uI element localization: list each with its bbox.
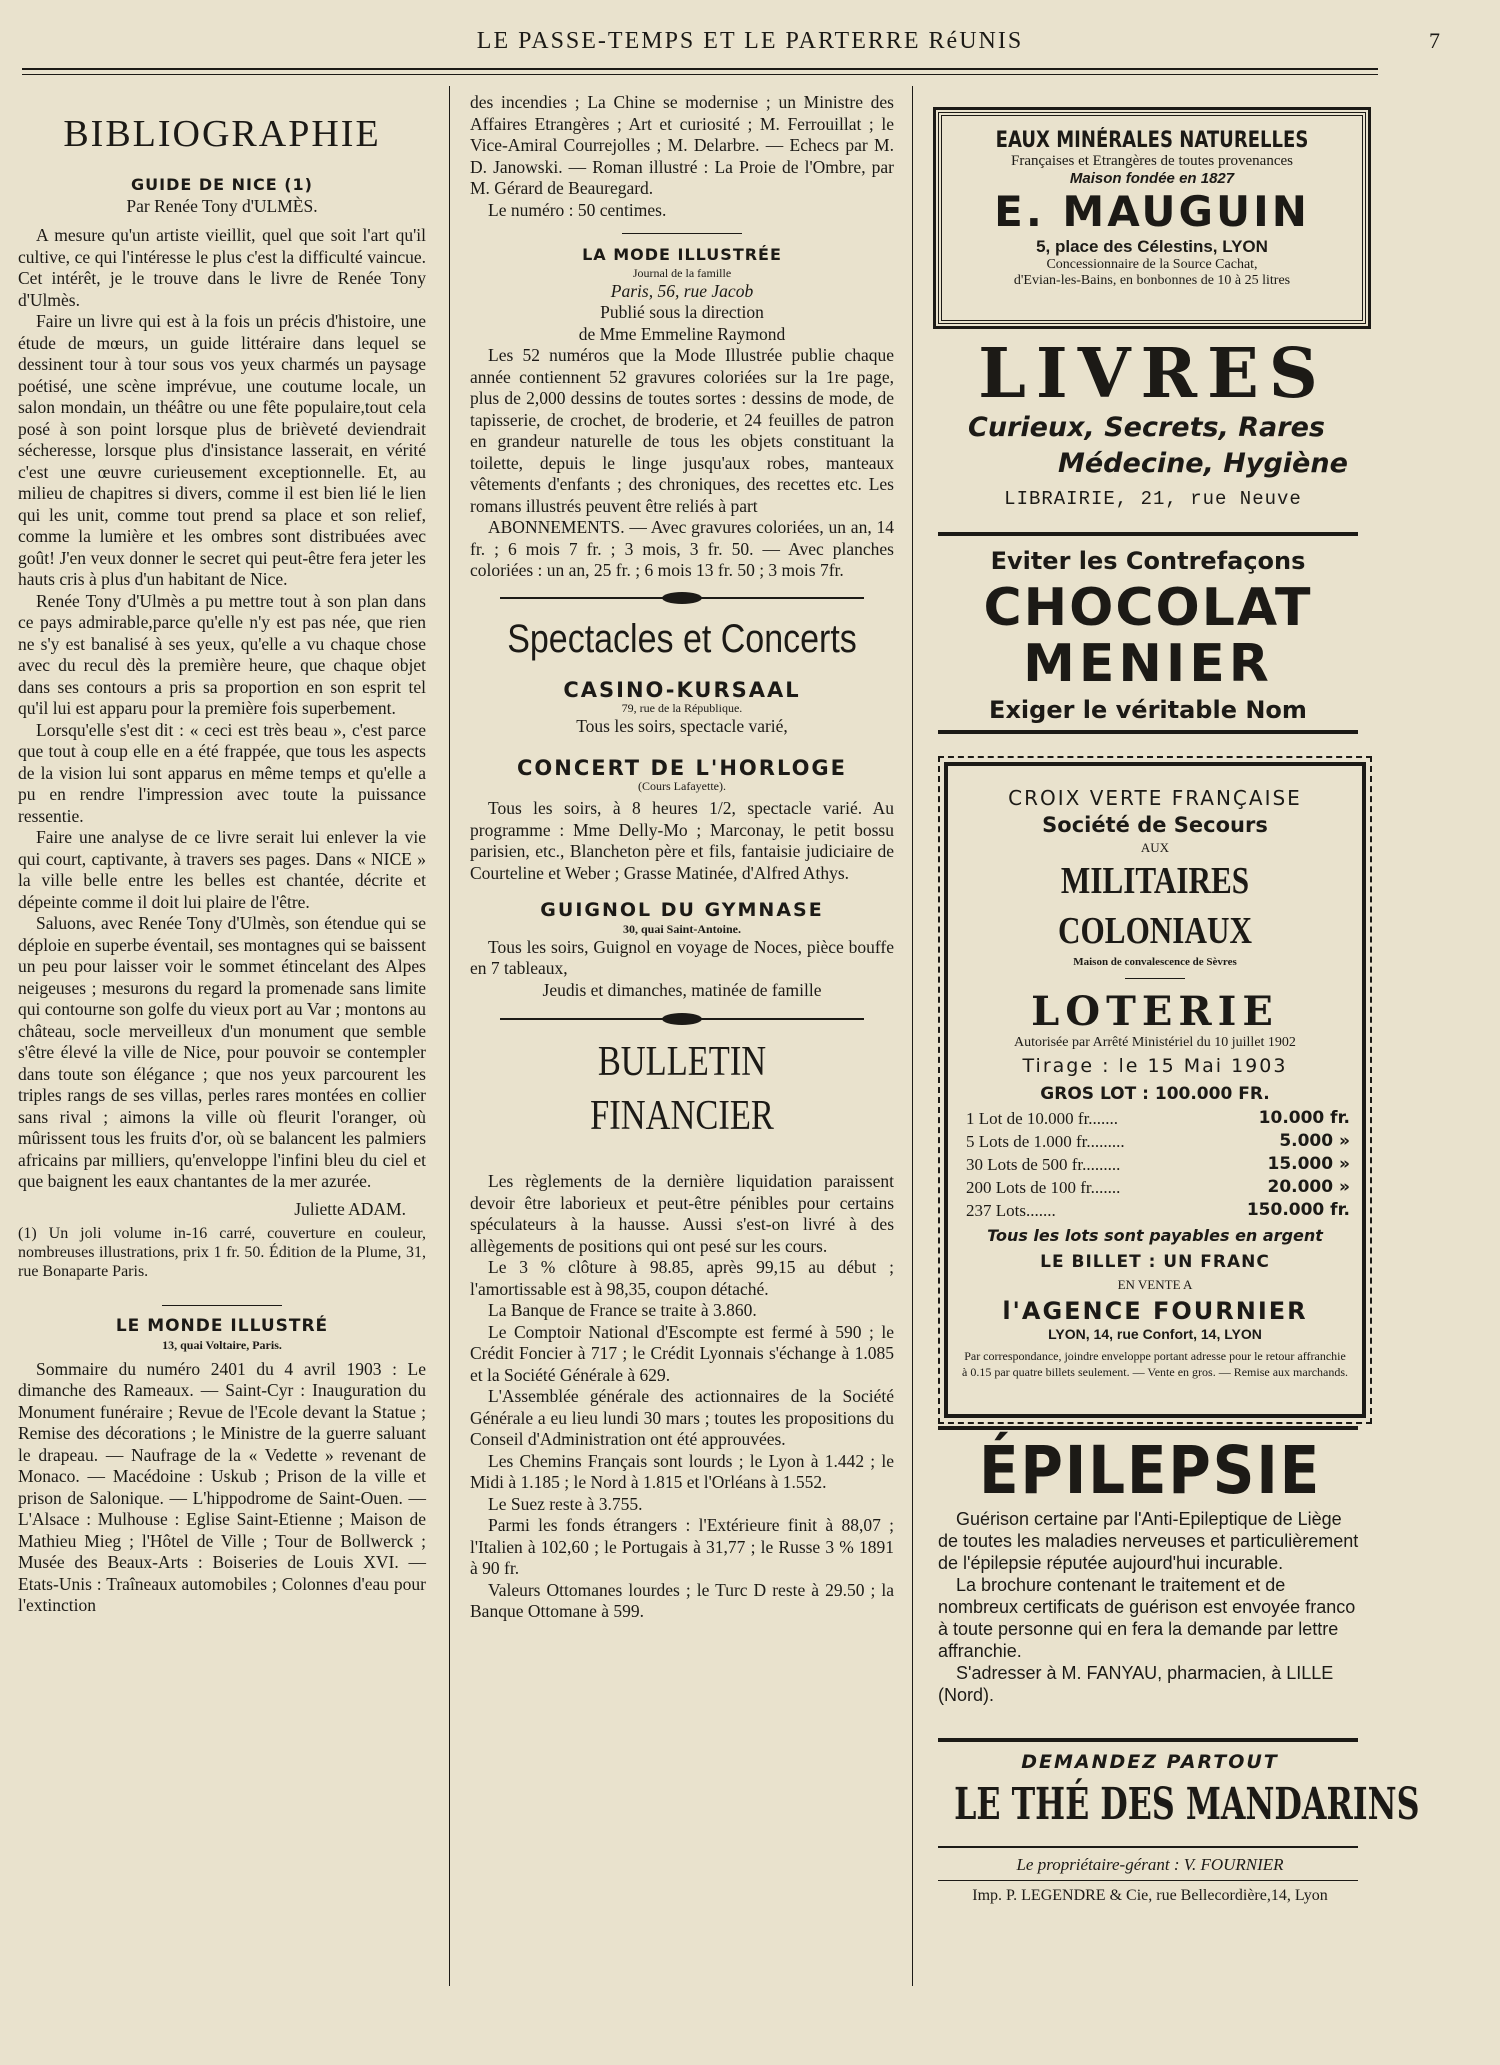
lot-row — [948, 1199, 1362, 1222]
mode-illustree-address: Paris, 56, rue Jacob — [610, 280, 754, 301]
imprint — [938, 1852, 1362, 1907]
mode-illustree-publisher-2: de Mme Emmeline Raymond — [578, 323, 786, 344]
bulletin-paragraph: Le Suez reste à 3.755. — [488, 1493, 643, 1514]
ad-separator — [938, 730, 1358, 734]
header-rule-top — [22, 68, 1378, 70]
mauguin-line4: Concessionnaire de la Source Cachat, — [1046, 257, 1258, 272]
mode-illustree-subscriptions: ABONNEMENTS. — Avec gravures coloriées, un an, 14 fr. ; 6 mois 7 fr. ; 3 mois, 3 fr. 50. — Avec planches coloriées : un an, 25 fr. ; 6 mois 13 fr. 50 ; 3 mois 7fr. — [470, 517, 894, 580]
bulletin-paragraph: Les Chemins Français sont lourds ; le Lyon à 1.442 ; le Midi à 1.185 ; le Nord à 1.815 et l'Orléans à 1.552. — [470, 1450, 894, 1492]
menier-line2: CHOCOLAT — [983, 578, 1313, 638]
bulletin-paragraph: L'Assemblée générale des actionnaires de la Société Générale a eu lieu lundi 30 mars ; toutes les propositions du Conseil d'Administration ont été approuvées. — [470, 1386, 894, 1449]
epilepsie-p2: La brochure contenant le traitement et de nombreux certificats de guérison est envoyée franco à toute personne qui en fera la demande par lettre affranchie. — [938, 1575, 1356, 1661]
mauguin-name: E. MAUGUIN — [994, 187, 1310, 236]
bulletin-paragraph: Les règlements de la dernière liquidation paraissent devoir être laborieux et peut-être pénibles pour certains spéculateurs à la hausse. Aussi s'est-on livré à des allègements de positions qui ont pesé sur les cours. — [470, 1171, 894, 1256]
mauguin-line5: d'Evian-les-Bains, en bonbonnes de 10 à 25 litres — [1013, 273, 1291, 288]
ad-croix-verte — [944, 762, 1366, 1418]
column-middle — [470, 92, 894, 1623]
gymnase-name: GUIGNOL DU GYMNASE — [540, 899, 824, 921]
imprint-rule — [938, 1880, 1358, 1881]
review-paragraph: Lorsqu'elle s'est dit : « ceci est très beau », c'est parce que tout à coup elle en a été frappée, que tous les aspects de la vision lui sont apparus en même temps et qu'elle a pu en rendre l'impression avec toute la puissance ressentie. — [18, 719, 426, 826]
header-rule-bottom — [22, 74, 1378, 75]
epilepsie-title: ÉPILEPSIE — [978, 1432, 1322, 1509]
casino-text: Tous les soirs, spectacle varié, — [576, 716, 788, 736]
lot-row — [948, 1153, 1362, 1176]
horloge-name: CONCERT DE L'HORLOGE — [516, 755, 848, 780]
page-number: 7 — [1429, 28, 1440, 53]
ornament-divider — [470, 1011, 894, 1027]
ornament-divider — [470, 590, 894, 606]
bulletin-paragraph: Valeurs Ottomanes lourdes ; le Turc D reste à 29.50 ; la Banque Ottomane à 599. — [470, 1579, 894, 1621]
gymnase-text: Tous les soirs, Guignol en voyage de Noces, pièce bouffe en 7 tableaux, — [470, 936, 894, 978]
review-paragraph: Renée Tony d'Ulmès a pu mettre tout à son plan dans ce pays admirable,parce qu'elle n'y est pas née, que rien ne s'y est banalisé à ses yeux, qu'elle a vu chaque chose avec du recul dès la première heure, que chaque objet dans ses contours a pris sa proportion en son esprit tel qu'il lui est apparu pour la première fois superbement. — [18, 590, 426, 718]
menier-line4: Exiger le véritable Nom — [989, 696, 1307, 724]
monde-illustre-address: 13, quai Voltaire, Paris. — [162, 1337, 282, 1352]
ad-separator — [938, 532, 1358, 536]
livres-line1: Curieux, Secrets, Rares — [968, 412, 1325, 443]
menier-line1: Eviter les Contrefaçons — [990, 547, 1306, 575]
column-bibliographie — [18, 92, 426, 1617]
horloge-text: Tous les soirs, à 8 heures 1/2, spectacle varié. Au programme : Mme Delly-Mo ; Marconay, le petit bossu parisien, etc., Blancheton père et fils, fantaisie judiciaire de Courteline et Weber ; Grasse Matinée, d'Alfred Athys. — [470, 798, 894, 883]
printer-line: Imp. P. LEGENDRE & Cie, rue Bellecordière,14, Lyon — [972, 1887, 1328, 1904]
bulletin-paragraph: Le Comptoir National d'Escompte est fermé à 590 ; le Crédit Foncier à 717 ; le Crédit Lyonnais s'échange à 1.085 et la Société Générale à 629. — [470, 1321, 894, 1385]
lot-row — [948, 1130, 1362, 1153]
signature: Juliette ADAM. — [294, 1198, 406, 1219]
mauguin-line2: Françaises et Etrangères de toutes provenances — [1011, 153, 1293, 169]
croix-line5: Maison de convalescence de Sèvres — [1073, 956, 1237, 968]
review-paragraph: Faire une analyse de ce livre serait lui enlever la vie qui court, captivante, à travers ses pages. Dans « NICE » la ville belle entre les belles est chantée, décrite et dépeinte comme il doit lui plaire de l'être. — [18, 827, 426, 912]
ad-livres — [938, 334, 1368, 510]
croix-line3: AUX — [1140, 840, 1170, 855]
menier-line3: MENIER — [1023, 634, 1273, 694]
croix-line2: Société de Secours — [1042, 813, 1268, 837]
lot-label: 1 Lot de 10.000 fr....... — [966, 1109, 1119, 1128]
guide-author: Par Renée Tony d'ULMÈS. — [126, 195, 318, 216]
horloge-address: (Cours Lafayette). — [638, 779, 726, 793]
croix-ticket: LE BILLET : UN FRANC — [1040, 1252, 1270, 1272]
lot-row — [948, 1107, 1362, 1130]
croix-draw: Tirage : le 15 Mai 1903 — [1022, 1055, 1288, 1077]
croix-line4: MILITAIRES COLONIAUX — [1058, 860, 1252, 952]
livres-title: LIVRES — [978, 334, 1328, 414]
column-divider-1 — [449, 86, 450, 1986]
croix-authorized: Autorisée par Arrêté Ministériel du 10 juillet 1902 — [1014, 1035, 1296, 1050]
separator — [1125, 978, 1185, 979]
lot-value: 10.000 fr. — [1258, 1108, 1350, 1128]
guide-title: GUIDE DE NICE (1) — [131, 175, 313, 194]
casino-name: CASINO-KURSAAL — [563, 677, 801, 702]
review-paragraph: Faire un livre qui est à la fois un précis d'histoire, une étude de mœurs, un guide littéraire dans lequel se dessinent tour à tour sous vos yeux charmés un paysage poétisé, une scène imprévue, une coutume locale, un salon mondain, un théâtre ou une fête populaire,tout cela posé à son point lorsque plus de brièveté deviendrait sécheresse, lorsque plus d'insistance lasserait, en vérité c'est une œuvre curieusement exceptionnelle. Et, au milieu de chapitres si divers, comme il est bien lié le lien qui les unit, comme tout prend sa place et son relief, comme la lumière et les ombres sont distribuées avec goût! J'en veux donner le secret qui peut-être fera jeter les hauts cris à plus d'un habitant de Nice. — [18, 311, 426, 589]
review-paragraph: Saluons, avec Renée Tony d'Ulmès, son étendue qui se déploie en superbe éventail, ses montagnes qui se baissent un peu pour laisser voir le sommet étincelant des Alpes neigeuses ; mesurons du regard la promenade sans limite qui contourne son golfe du vieux port au Var ; montons au château, socle merveilleux d'un monument que semble s'être élevé la ville de Nice, pour pouvoir se contempler dans toute son élégance ; que nos yeux parcourent les triples rangs de ses villas, perles rares montées en collier sans rival ; aimons la ville où fleurit l'oranger, où mûrissent tous les fruits d'or, où se balancent les palmiers africains par milliers, qu'enveloppe l'infini bleu du ciel et que baignent les eaux chantantes de la mer azurée. — [18, 913, 426, 1191]
mauguin-address: 5, place des Célestins, LYON — [1036, 237, 1268, 256]
livres-line2: Médecine, Hygiène — [1058, 448, 1348, 479]
mandarins-line2: LE THÉ DES MANDARINS — [954, 1779, 1420, 1830]
croix-lottery: LOTERIE — [1031, 988, 1279, 1035]
lot-label: 200 Lots de 100 fr....... — [966, 1178, 1121, 1197]
mode-illustree-text: Les 52 numéros que la Mode Illustrée publie chaque année contiennent 52 gravures coloriées sur la 1re page, plus de 2,000 dessins de toutes sortes : dessins de mode, de tapisserie, de crochet, de broderie, et 24 feuilles de patron en grandeur naturelle de tous les objets constituant la toilette, depuis le linge jusqu'aux robes, manteaux vêtements d'enfants ; des chroniques, des recettes etc. Les romans illustrés peuvent être reliés à part — [470, 345, 894, 516]
livres-address: LIBRAIRIE, 21, rue Neuve — [1004, 488, 1302, 510]
croix-agency: l'AGENCE FOURNIER — [1002, 1297, 1308, 1325]
ad-the-mandarins — [938, 1748, 1420, 1834]
croix-gros-lot: GROS LOT : 100.000 FR. — [1040, 1084, 1270, 1104]
gymnase-text-2: Jeudis et dimanches, matinée de famille — [542, 979, 822, 1000]
lot-value: 5.000 » — [1279, 1131, 1350, 1151]
manager-line: Le propriétaire-gérant : V. FOURNIER — [1016, 1855, 1284, 1874]
bulletin-paragraph: Parmi les fonds étrangers : l'Extérieure finit à 88,07 ; l'Italien à 102,60 ; le Portugais à 31,77 ; le Russe 3 % 1891 à 90 fr. — [470, 1515, 894, 1578]
croix-payable: Tous les lots sont payables en argent — [987, 1226, 1323, 1245]
mandarins-line1: DEMANDEZ PARTOUT — [1021, 1751, 1279, 1773]
mauguin-line3: Maison fondée en 1827 — [1069, 170, 1235, 187]
review-paragraph: A mesure qu'un artiste vieillit, quel que soit l'art qu'il cultive, ce qui l'intéresse le plus c'est la difficulté vaincue. Cet intérêt, je le trouve dans le livre de Renée Tony d'Ulmès. — [18, 225, 426, 310]
ad-menier — [938, 542, 1358, 728]
running-title: LE PASSE-TEMPS ET LE PARTERRE RéUNIS — [476, 28, 1024, 54]
epilepsie-p3: S'adresser à M. FANYAU, pharmacien, à LILLE (Nord). — [938, 1663, 1334, 1705]
croix-note: Par correspondance, joindre enveloppe portant adresse pour le retour affranchie à 0.15 par quatre billets seulement. — Vente en gros. — Remise aux marchands. — [962, 1349, 1349, 1379]
monde-illustre-summary: Sommaire du numéro 2401 du 4 avril 1903 : Le dimanche des Rameaux. — Saint-Cyr : Inauguration du Monument funéraire ; Revue de l'Ecole devant la Statue ; Remise des décorations ; le Ministre de la guerre saluant le drapeau. — Naufrage de la « Vedette » revenant de Monaco. — Macédoine : Uskub ; Prison de la ville et prison de Salonique. — L'hippodrome de Saint-Ouen. — L'Alsace : Mulhouse : Eglise Saint-Etienne ; Maison de Mathieu Mieg ; l'Hôtel de Ville ; Tour de Bollwerck ; Musée des Beaux-Arts : Boiseries de Louis XVI. — Etats-Unis : Traîneaux automobiles ; Colonnes d'eau pour l'extinction — [18, 1358, 426, 1615]
croix-line1: CROIX VERTE FRANÇAISE — [1008, 786, 1302, 810]
casino-address: 79, rue de la République. — [621, 701, 743, 715]
ad-separator — [938, 1846, 1358, 1848]
lot-label: 30 Lots de 500 fr......... — [966, 1155, 1121, 1174]
ad-epilepsie — [938, 1434, 1362, 1706]
bulletin-paragraph: Le 3 % clôture à 98.85, après 99,15 au début ; l'amortissable est à 98,35, coupon détaché. — [470, 1257, 894, 1299]
separator — [622, 233, 742, 234]
lot-value: 15.000 » — [1267, 1154, 1350, 1174]
mode-illustree-publisher-1: Publié sous la direction — [600, 302, 764, 322]
monde-illustre-continuation: des incendies ; La Chine se modernise ; un Ministre des Affaires Etrangères ; Art et curiosité ; M. Ferrouillat ; le Vice-Amiral Courrejolles ; M. Delarbre. — Echecs par M. D. Janowski. — Roman illustré : La Proie de l'Ombre, par M. Gérard de Beauregard. — [470, 92, 894, 198]
mauguin-line1: EAUX MINÉRALES NATURELLES — [995, 128, 1309, 153]
lot-value: 150.000 fr. — [1246, 1200, 1350, 1220]
lot-value: 20.000 » — [1267, 1177, 1350, 1197]
bulletin-paragraph: La Banque de France se traite à 3.860. — [488, 1300, 757, 1320]
ad-separator — [938, 1738, 1358, 1742]
bulletin-title: BULLETIN FINANCIER — [590, 1039, 774, 1139]
separator — [162, 1305, 282, 1306]
mode-illustree-subtitle: Journal de la famille — [632, 265, 732, 280]
epilepsie-p1: Guérison certaine par l'Anti-Epileptique de Liège de toutes les maladies nerveuses et particulièrement de l'épilepsie réputée aujourd'hui incurable. — [938, 1509, 1359, 1573]
ad-mauguin — [938, 112, 1366, 324]
bibliographie-title: BIBLIOGRAPHIE — [63, 113, 381, 155]
croix-on-sale: EN VENTE A — [1117, 1277, 1193, 1292]
lot-row — [948, 1176, 1362, 1199]
croix-agency-address: LYON, 14, rue Confort, 14, LYON — [1048, 1326, 1262, 1342]
monde-illustre-price: Le numéro : 50 centimes. — [488, 199, 667, 220]
footnote: (1) Un joli volume in-16 carré, couverture en couleur, nombreuses illustrations, prix 1 fr. 50. Édition de la Plume, 31, rue Bonaparte Paris. — [18, 1225, 426, 1280]
mode-illustree-title: LA MODE ILLUSTRÉE — [582, 245, 782, 264]
column-divider-2 — [912, 86, 913, 1986]
monde-illustre-title: LE MONDE ILLUSTRÉ — [115, 1316, 329, 1336]
gymnase-address: 30, quai Saint-Antoine. — [622, 921, 742, 936]
ad-separator — [938, 1426, 1358, 1430]
lot-label: 237 Lots....... — [966, 1201, 1056, 1220]
spectacles-title: Spectacles et Concerts — [507, 616, 857, 661]
lot-label: 5 Lots de 1.000 fr......... — [966, 1132, 1125, 1151]
